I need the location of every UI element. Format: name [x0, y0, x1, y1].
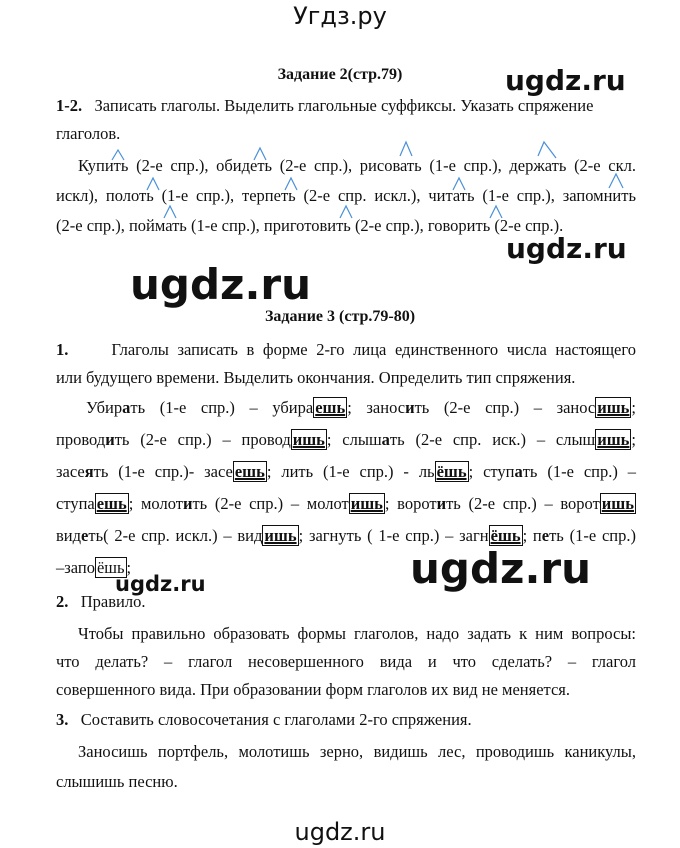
task2-line-2: искл), полоть (1-е спр.), терпеть (2-е спр. искл.), читать (1-е спр.), запомнить	[56, 186, 636, 205]
q2-line-3: совершенного вида. При образовании форм глаголов их вид не меняется.	[56, 680, 570, 699]
task3-q3-instruction: 3. Составить словосочетания с глаголами 2-го спряжения.	[56, 710, 472, 729]
watermark: ugdz.ru	[506, 232, 627, 265]
ending-box: ешь	[96, 494, 127, 513]
q1-row-6: –запо ёшь ;	[56, 558, 132, 577]
task2-number: 1-2.	[56, 96, 83, 115]
task3-q1-instruction: 1. Глаголы записать в форме 2-го лица единственного числа настоящего	[56, 340, 636, 359]
task2-line-3: (2-е спр.), поймать (1-е спр.), приготовить (2-е спр.), говорить (2-е спр.).	[56, 216, 564, 235]
watermark: ugdz.ru	[410, 544, 592, 593]
ending-box: ешь	[234, 462, 265, 481]
q1-row-5: видеть( 2-е спр. искл.) – вид ишь ; загнуть ( 1-е спр.) – загн ёшь ; петь (1-е спр.)	[56, 526, 636, 545]
watermark: ugdz.ru	[505, 64, 626, 97]
q2-line-1: Чтобы правильно образовать формы глаголов, надо задать к ним вопросы:	[78, 624, 636, 643]
q2-line-2: что делать? – глагол несовершенного вида и что сделать? – глагол	[56, 652, 636, 671]
ending-box: ишь	[264, 526, 297, 545]
task2-instruction: 1-2. Записать глаголы. Выделить глагольные суффиксы. Указать спряжение	[56, 96, 594, 115]
q1-row-2: проводить (2-е спр.) – провод ишь ; слышать (2-е спр. иск.) – слыш ишь ;	[56, 430, 637, 449]
suffix-mark	[400, 142, 412, 156]
q3-line-2: слышишь песню.	[56, 772, 178, 791]
task3-title: Задание 3 (стр.79-80)	[264, 308, 416, 325]
q3-number: 3.	[56, 710, 69, 729]
task3-q1-instruction-cont: или будущего времени. Выделить окончания. Определить тип спряжения.	[56, 368, 576, 387]
q3-line-1: Заносишь портфель, молотишь зерно, видишь лес, проводишь каникулы,	[78, 742, 636, 761]
watermark: ugdz.ru	[130, 260, 312, 309]
ending-box: ишь	[597, 430, 630, 449]
q1-row-1: Убирать (1-е спр.) – убира ешь ; заносить (2-е спр.) – занос ишь ;	[86, 398, 637, 417]
site-header: Угдз.ру	[293, 2, 387, 30]
ending-box: ешь	[315, 398, 346, 417]
ending-box: ишь	[292, 430, 325, 449]
q2-number: 2.	[56, 592, 69, 611]
task2-instruction-cont: глаголов.	[56, 124, 121, 143]
suffix-mark-group	[112, 142, 623, 218]
task3-q2-label: 2. Правило.	[56, 592, 146, 611]
ending-box: ишь	[597, 398, 630, 417]
task2-line-1: Купить (2-е спр.), обидеть (2-е спр.), рисовать (1-е спр.), держать (2-е скл.	[78, 156, 636, 175]
q1-number: 1.	[56, 340, 69, 359]
site-footer: ugdz.ru	[294, 818, 386, 846]
watermark: ugdz.ru	[115, 572, 206, 596]
ending-box: ёшь	[96, 558, 125, 577]
ending-box: ёшь	[436, 462, 467, 481]
q1-row-3: засеять (1-е спр.)- засе ешь ; лить (1-е спр.) - ль ёшь ; ступать (1-е спр.) –	[56, 462, 636, 481]
ending-box: ёшь	[490, 526, 521, 545]
ending-box: ишь	[601, 494, 634, 513]
task2-title: Задание 2(стр.79)	[277, 66, 403, 83]
q1-row-4: ступа ешь ; молотить (2-е спр.) – молот ишь ; воротить (2-е спр.) – ворот ишь	[56, 494, 634, 513]
ending-box: ишь	[350, 494, 383, 513]
